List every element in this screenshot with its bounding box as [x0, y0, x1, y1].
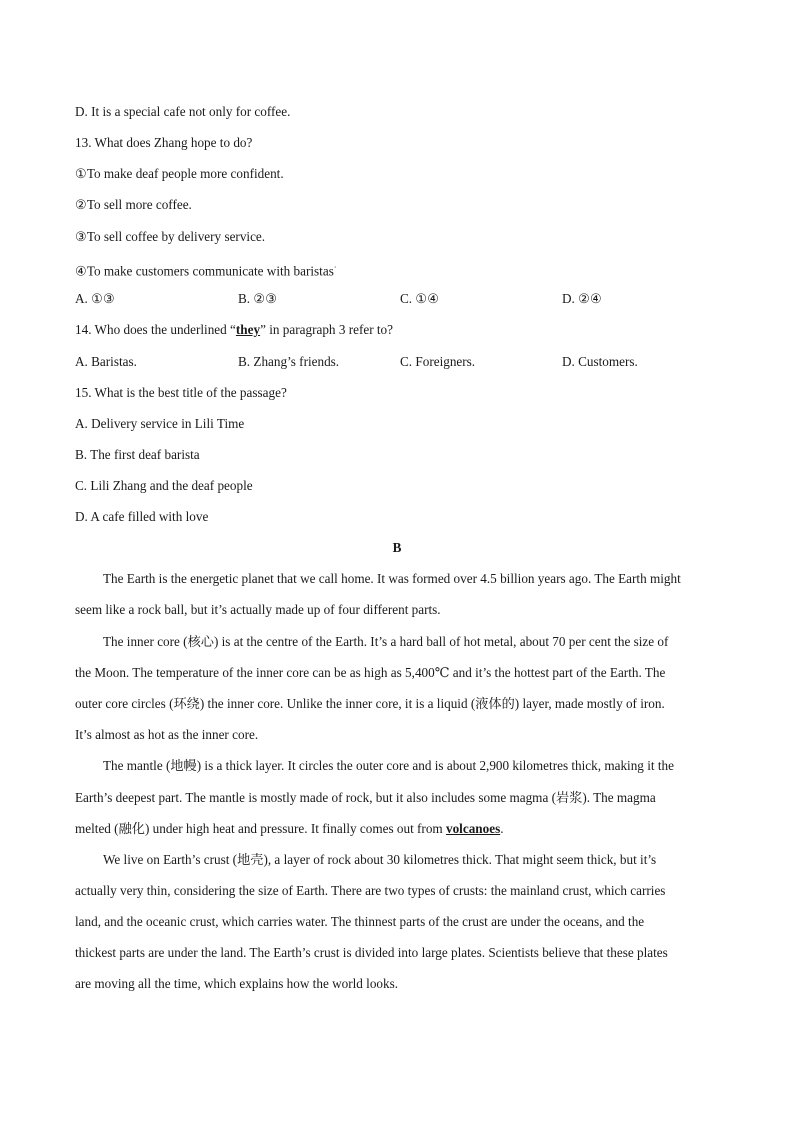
q13-item-4 — [75, 260, 337, 279]
magma-line-post: . — [500, 821, 504, 836]
q14-option-d: D. Customers. — [562, 354, 638, 369]
passage-line: The Earth is the energetic planet that we call home. It was formed over 4.5 billion years ago. The Earth might — [103, 571, 681, 586]
passage-line: seem like a rock ball, but it’s actually made up of four different parts. — [75, 602, 441, 617]
q13-item-3: ③To sell coffee by delivery service. — [75, 229, 266, 244]
passage-line: The mantle (地幔) is a thick layer. It circles the outer core and is about 2,900 kilometres thick, making it the — [103, 758, 674, 773]
passage-line: the Moon. The temperature of the inner core can be as high as 5,400℃ and it’s the hottest part of the Earth. The — [75, 665, 666, 680]
q14-question-pre: 14. Who does the underlined “ — [75, 322, 236, 337]
q13-option-d: D. ②④ — [562, 291, 602, 306]
q12-option-d: D. It is a special cafe not only for coffee. — [75, 104, 291, 119]
magma-line-pre: melted (融化) under high heat and pressure. It finally comes out from — [75, 821, 446, 836]
q15-option-b: B. The first deaf barista — [75, 447, 200, 462]
underlined-volcanoes: volcanoes — [445, 821, 501, 836]
q13-item-4-text: ④To make customers communicate with baristas — [75, 263, 334, 279]
q13-option-a: A. ①③ — [75, 291, 115, 306]
q14-option-a: A. Baristas. — [75, 354, 137, 369]
section-b-heading: B — [392, 540, 402, 555]
q14-question — [75, 322, 393, 338]
q14-option-c: C. Foreigners. — [400, 354, 476, 369]
passage-line: The inner core (核心) is at the centre of the Earth. It’s a hard ball of hot metal, about 70 per cent the size of — [103, 634, 669, 649]
passage-line: It’s almost as hot as the inner core. — [75, 727, 259, 742]
passage-line: thickest parts are under the land. The Earth’s crust is divided into large plates. Scientists believe that these plates — [75, 945, 668, 960]
q15-question: 15. What is the best title of the passage? — [75, 385, 287, 400]
q13-option-c: C. ①④ — [400, 291, 440, 306]
q14-option-b: B. Zhang’s friends. — [238, 354, 340, 369]
passage-line: land, and the oceanic crust, which carries water. The thinnest parts of the crust are under the oceans, and the — [75, 914, 645, 929]
q14-question-post: ” in paragraph 3 refer to? — [260, 322, 393, 337]
q15-option-a: A. Delivery service in Lili Time — [75, 416, 245, 431]
q13-item-2: ②To sell more coffee. — [75, 197, 192, 212]
passage-line: are moving all the time, which explains how the world looks. — [75, 976, 399, 991]
q13-item-1: ①To make deaf people more confident. — [75, 166, 284, 181]
passage-line: Earth’s deepest part. The mantle is mostly made of rock, but it also includes some magma (岩浆). The magma — [75, 790, 656, 805]
q13-question: 13. What does Zhang hope to do? — [75, 135, 253, 150]
q14-underlined-word: they — [235, 322, 261, 337]
q15-option-d: D. A cafe filled with love — [75, 509, 209, 524]
passage-line: outer core circles (环绕) the inner core. Unlike the inner core, it is a liquid (液体的) layer, made mostly of iron. — [75, 696, 665, 711]
q13-item-4-mark: · — [333, 263, 337, 272]
passage-line — [75, 821, 504, 837]
q13-option-b: B. ②③ — [238, 291, 278, 306]
passage-line: We live on Earth’s crust (地壳), a layer of rock about 30 kilometres thick. That might seem thick, but it’s — [103, 852, 657, 867]
q15-option-c: C. Lili Zhang and the deaf people — [75, 478, 253, 493]
passage-line: actually very thin, considering the size of Earth. There are two types of crusts: the mainland crust, which carries — [75, 883, 666, 898]
